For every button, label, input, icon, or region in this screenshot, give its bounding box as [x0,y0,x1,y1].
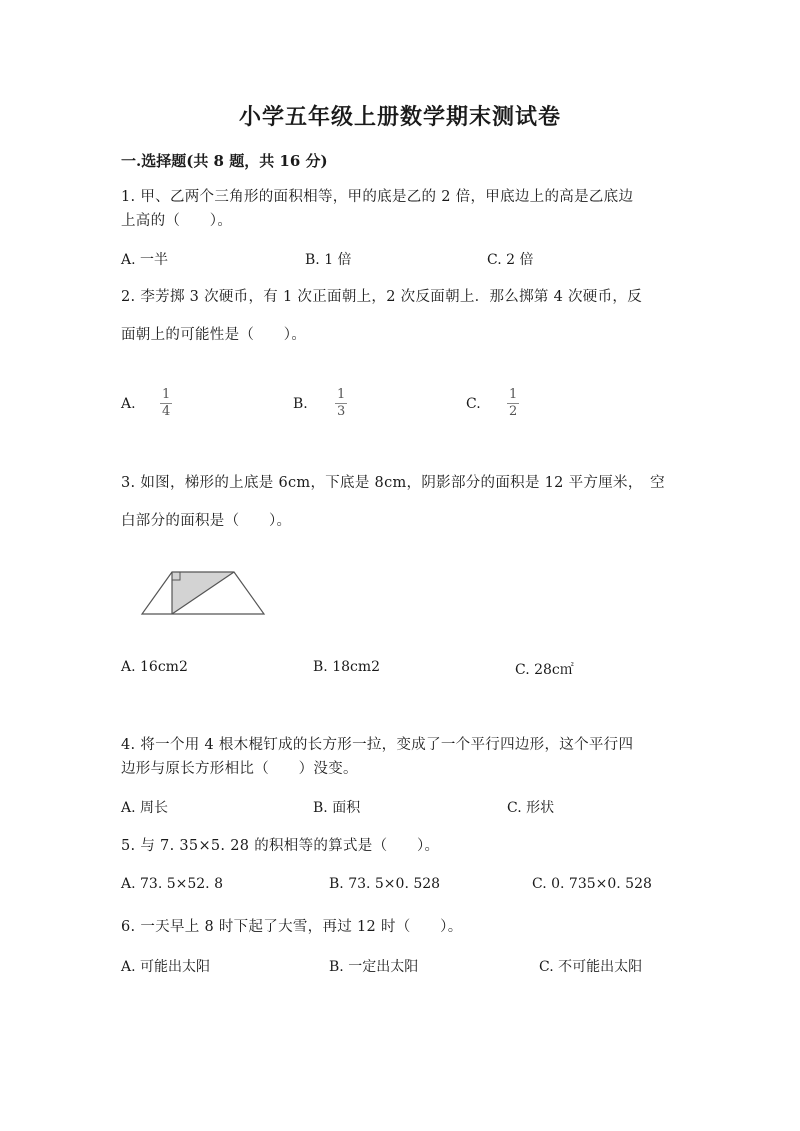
q1-option-a: A. 一半 [121,252,169,268]
q6-option-c: C. 不可能出太阳 [539,959,643,975]
fraction-denominator: 4 [162,404,171,419]
trapezoid-figure [138,566,268,616]
question-4-line-2: 边形与原长方形相比（ ）没变。 [121,761,358,777]
q2-option-c-fraction [507,388,519,419]
q3-option-a: A. 16cm2 [121,659,188,675]
q5-option-b: B. 73. 5×0. 528 [329,876,441,892]
question-2-line-2: 面朝上的可能性是（ ）。 [121,327,307,343]
q4-option-b: B. 面积 [313,800,361,816]
question-6-line-1: 6. 一天早上 8 时下起了大雪，再过 12 时（ ）。 [121,919,463,935]
q6-option-a: A. 可能出太阳 [121,959,211,975]
q2-option-b-fraction [335,388,347,419]
question-4-line-1: 4. 将一个用 4 根木棍钉成的长方形一拉，变成了一个平行四边形，这个平行四 [121,737,634,753]
q4-option-c: C. 形状 [507,800,555,816]
q4-option-a: A. 周长 [121,800,169,816]
q2-option-b-label: B. [293,396,308,412]
question-1-line-2: 上高的（ ）。 [121,213,233,229]
q6-option-b: B. 一定出太阳 [329,959,419,975]
q2-option-c-label: C. [466,396,481,412]
q1-option-b: B. 1 倍 [305,252,352,268]
question-3-line-1: 3. 如图，梯形的上底是 6cm，下底是 8cm，阴影部分的面积是 12 平方厘米， 空 [121,475,665,491]
fraction-numerator: 1 [509,387,518,402]
question-5-line-1: 5. 与 7. 35×5. 28 的积相等的算式是（ ）。 [121,838,440,854]
question-1-line-1: 1. 甲、乙两个三角形的面积相等，甲的底是乙的 2 倍，甲底边上的高是乙底边 [121,189,634,205]
fraction-numerator: 1 [337,387,346,402]
section-heading: 一.选择题(共 8 题，共 16 分) [121,152,328,170]
question-3-line-2: 白部分的面积是（ ）。 [121,513,292,529]
q2-option-a-label: A. [121,396,136,412]
q5-option-c: C. 0. 735×0. 528 [532,876,652,892]
fraction-numerator: 1 [162,387,171,402]
fraction-denominator: 2 [509,404,518,419]
q5-option-a: A. 73. 5×52. 8 [121,876,223,892]
question-2-line-1: 2. 李芳掷 3 次硬币，有 1 次正面朝上，2 次反面朝上．那么掷第 4 次硬币，反 [121,289,643,305]
q3-option-b: B. 18cm2 [313,659,381,675]
q2-option-a-fraction [160,388,172,419]
q3-option-c: C. 28c㎡ [515,662,574,678]
page-title: 小学五年级上册数学期末测试卷 [238,104,561,130]
q1-option-c: C. 2 倍 [487,252,534,268]
fraction-denominator: 3 [337,404,346,419]
